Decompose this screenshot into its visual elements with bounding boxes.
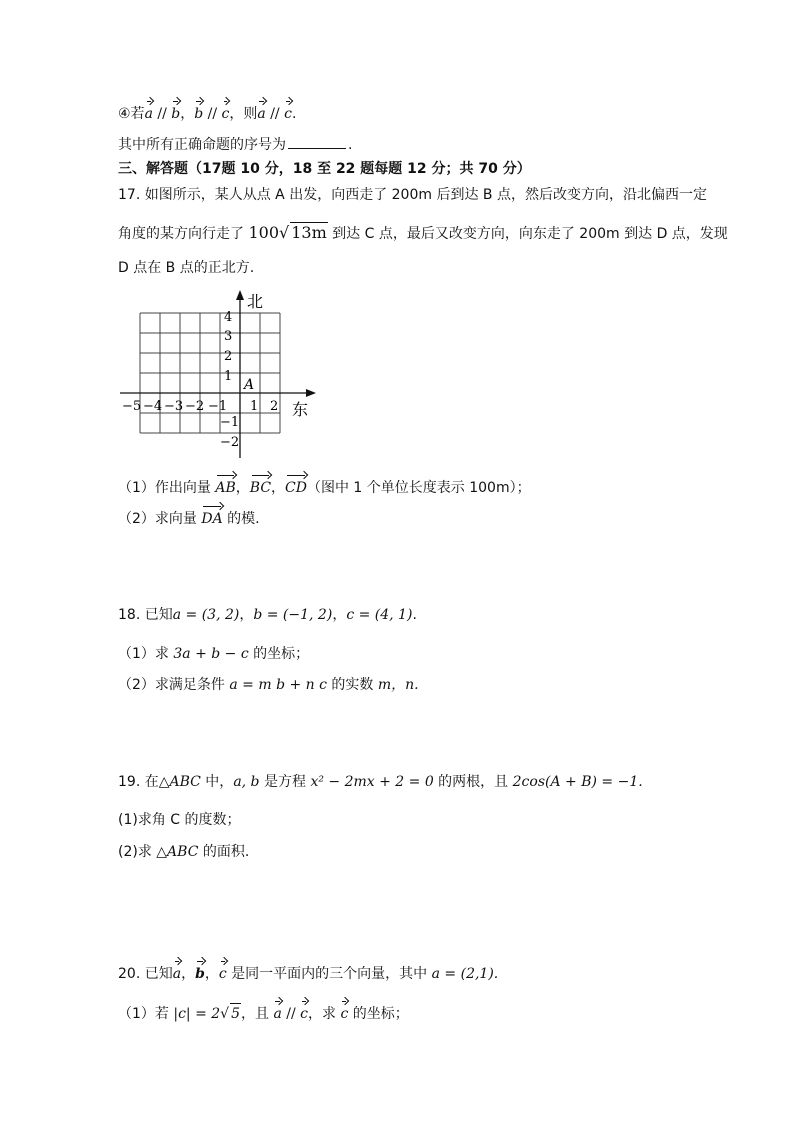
q18-sub2 [118, 675, 419, 695]
text: 角度的某方向行走了 [118, 226, 249, 242]
vector-b: b [194, 106, 204, 122]
vector-a: a [257, 106, 266, 122]
answer-blank[interactable] [288, 136, 346, 149]
x-tick-label: −1 [208, 399, 228, 414]
vector-b: b [195, 966, 205, 982]
text: 19. 在 [118, 774, 159, 790]
text: （1）求 [118, 646, 174, 662]
vector-cd: CD [285, 480, 307, 496]
text: 20. 已知 [118, 966, 173, 982]
circled-number: ④若 [118, 106, 145, 122]
q18-given: 18. 已知a = (3, 2)，b = (−1, 2)，c = (4, 1). [118, 607, 417, 623]
vector-a-value: a = (2,1). [431, 966, 499, 982]
text: 的实数 [326, 677, 378, 693]
north-label: 北 [247, 292, 264, 311]
vector-b: b [171, 106, 181, 122]
y-tick-label: 4 [224, 310, 233, 325]
parallel-symbol: // [152, 106, 172, 122]
x-tick-label: −3 [164, 399, 184, 414]
separator: ， [235, 480, 250, 496]
then-text: ，则 [229, 106, 258, 122]
q17-line2 [118, 222, 728, 244]
condition: 2cos(A + B) = −1. [512, 774, 643, 790]
vector-c: c [300, 1006, 309, 1022]
q16-item4 [118, 104, 296, 124]
text: 中， [200, 774, 234, 790]
q19-sub2 [118, 842, 249, 862]
text: （1）作出向量 [118, 480, 216, 496]
coordinate-grid [120, 288, 320, 460]
text: （图中 1 个单位长度表示 100m）； [306, 480, 531, 496]
vector-c: c [340, 1006, 349, 1022]
text: 18. 已知 [118, 607, 173, 623]
triangle: △ABC [158, 774, 201, 790]
text: 的两根，且 [433, 774, 513, 790]
q16-answer-prompt [118, 135, 352, 155]
sqrt-icon: √ [279, 223, 290, 242]
period: . [348, 137, 353, 153]
prompt-text: 其中所有正确命题的序号为 [118, 137, 286, 153]
y-tick-label: −1 [220, 415, 240, 430]
q20-sub1 [118, 1003, 409, 1024]
text: (2)求 [118, 844, 157, 860]
q19-sub1: (1)求角 C 的度数； [118, 812, 241, 828]
vector-a: a [172, 966, 182, 982]
y-tick-label: 3 [224, 329, 233, 344]
expression: a = m b + n c [229, 677, 327, 693]
q17-sub2 [118, 509, 260, 529]
separator: ， [271, 480, 286, 496]
x-tick-label: 1 [250, 399, 259, 414]
text: 是方程 [259, 774, 311, 790]
text: 到达 C 点，最后又改变方向，向东走了 200m 到达 D 点，发现 [327, 226, 728, 242]
x-tick-label: 2 [270, 399, 279, 414]
vector-c: c [284, 106, 292, 122]
triangle: △ABC [156, 844, 199, 860]
y-axis-arrow-icon [236, 290, 244, 300]
text: （1）若 [118, 1006, 174, 1022]
q17-line1: 17. 如图所示，某人从点 A 出发，向西走了 200m 后到达 B 点，然后改变方向，沿北偏西一定 [118, 187, 707, 203]
sqrt-icon: √ [220, 1006, 230, 1022]
radicand: 13m [291, 223, 327, 242]
x-tick-label: −5 [122, 399, 142, 414]
text: 是同一平面内的三个向量，其中 [226, 966, 432, 982]
text: 的模. [222, 511, 260, 527]
parallel-symbol: // [281, 1006, 301, 1022]
text: （2）求向量 [118, 511, 202, 527]
text: 的面积. [198, 844, 250, 860]
y-tick-label: 2 [224, 349, 233, 364]
q17-line3: D 点在 B 点的正北方. [118, 260, 255, 276]
x-tick-label: −2 [185, 399, 205, 414]
x-axis-arrow-icon [306, 389, 316, 397]
vector-c-value: c = (4, 1) [346, 607, 413, 623]
q19-stem [118, 772, 643, 792]
east-label: 东 [292, 400, 309, 419]
y-tick-label: 1 [224, 369, 233, 384]
vector-bc: BC [249, 480, 272, 496]
section-heading: 三、解答题（17题 10 分，18 至 22 题每题 12 分；共 70 分） [118, 161, 531, 177]
period: . [291, 106, 297, 122]
text: ，且 [241, 1006, 274, 1022]
text: 的坐标； [348, 1006, 409, 1022]
magnitude: |c| = 2 [173, 1006, 221, 1022]
variables: m，n. [377, 677, 419, 693]
vector-c: c [218, 966, 227, 982]
vector-ab: AB [215, 480, 236, 496]
text: （2）求满足条件 [118, 677, 230, 693]
radicand: 5 [230, 1003, 241, 1024]
point-a-label: A [244, 377, 255, 393]
parallel-symbol: // [203, 106, 222, 122]
vector-c: c [221, 106, 230, 122]
vector-a: a [144, 106, 153, 122]
text: ，求 [308, 1006, 341, 1022]
y-tick-label: −2 [220, 435, 240, 450]
separator: ， [180, 106, 195, 122]
text: 的坐标； [248, 646, 310, 662]
q20-stem: 20. 已知a，b，c 是同一平面内的三个向量，其中 a = (2,1). [118, 966, 499, 982]
q18-sub1 [118, 644, 309, 664]
expression: 3a + b − c [173, 646, 249, 662]
equation: x² − 2mx + 2 = 0 [310, 774, 434, 790]
parallel-symbol: // [265, 106, 285, 122]
coefficient: 100 [248, 223, 279, 242]
vector-da: DA [201, 511, 223, 527]
roots: a, b [233, 774, 260, 790]
vector-a-value: a = (3, 2) [172, 607, 240, 623]
q17-sub1 [118, 478, 531, 498]
x-tick-label: −4 [143, 399, 163, 414]
vector-a: a [273, 1006, 282, 1022]
vector-b-value: b = (−1, 2) [253, 607, 333, 623]
